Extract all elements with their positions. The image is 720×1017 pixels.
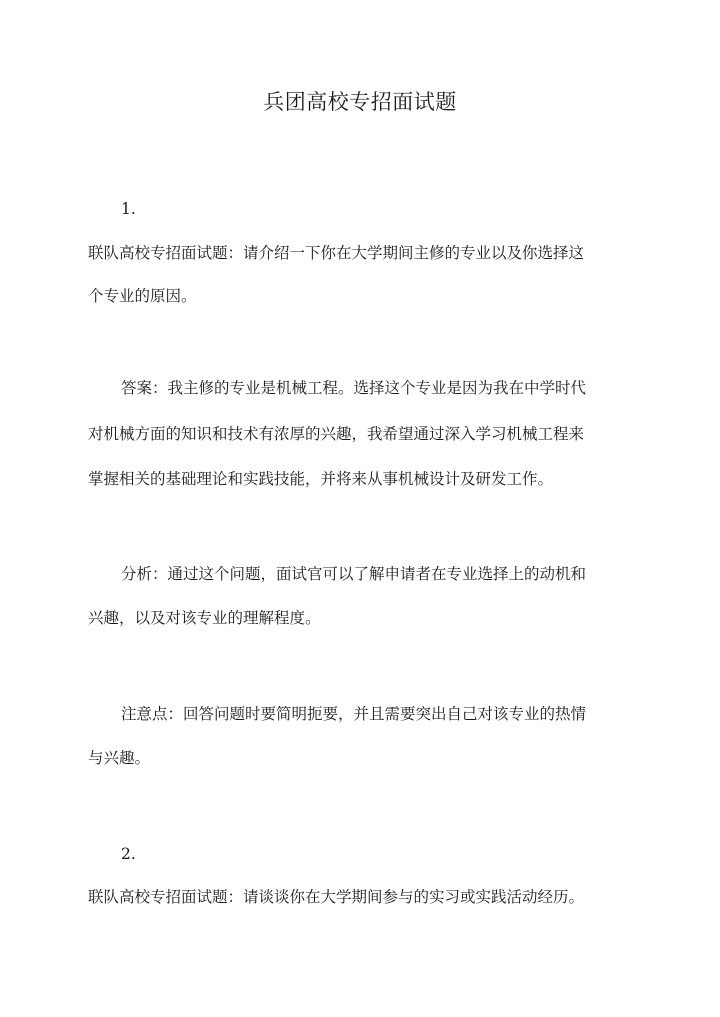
answer-1-line-1: 答案：我主修的专业是机械工程。选择这个专业是因为我在中学时代	[121, 379, 587, 397]
question-1-text-line-1: 联队高校专招面试题：请介绍一下你在大学期间主修的专业以及你选择这	[88, 244, 585, 262]
question-number-1: 1.	[121, 200, 136, 218]
answer-1-line-3: 掌握相关的基础理论和实践技能，并将来从事机械设计及研发工作。	[88, 470, 554, 488]
question-1-text-line-2: 个专业的原因。	[88, 287, 197, 305]
question-number-2: 2.	[121, 845, 136, 863]
note-1-line-1: 注意点：回答问题时要简明扼要，并且需要突出自己对该专业的热情	[121, 705, 587, 723]
answer-1-line-2: 对机械方面的知识和技术有浓厚的兴趣，我希望通过深入学习机械工程来	[88, 425, 585, 443]
analysis-1-line-2: 兴趣，以及对该专业的理解程度。	[88, 609, 321, 627]
document-title: 兵团高校专招面试题	[263, 90, 457, 114]
analysis-1-line-1: 分析：通过这个问题，面试官可以了解申请者在专业选择上的动机和	[121, 565, 587, 583]
note-1-line-2: 与兴趣。	[88, 749, 151, 767]
question-2-text-line-1: 联队高校专招面试题：请谈谈你在大学期间参与的实习或实践活动经历。	[88, 888, 585, 906]
